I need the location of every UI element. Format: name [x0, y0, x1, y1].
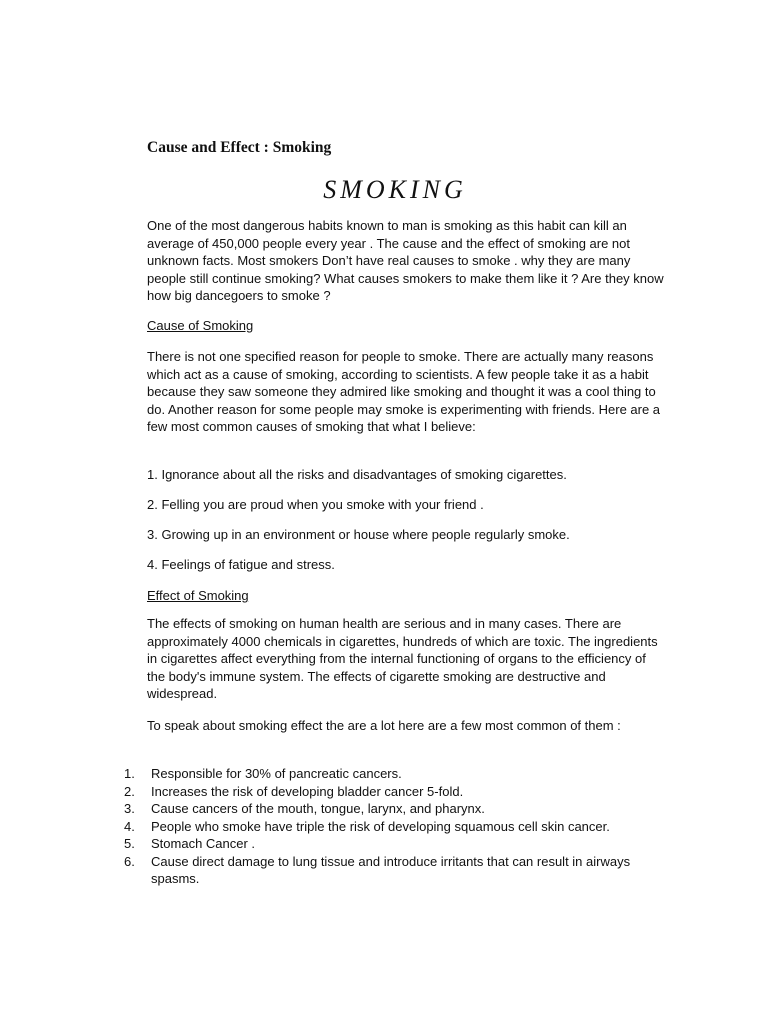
document-title: SMOKING	[323, 175, 467, 204]
effect-list-intro: To speak about smoking effect the are a lot here are a few most common of them :	[147, 718, 621, 733]
list-number: 5.	[124, 836, 135, 851]
cause-item: 2. Felling you are proud when you smoke with your friend .	[147, 497, 484, 512]
list-number: 4.	[124, 818, 135, 834]
list-number: 3.	[124, 801, 135, 816]
cause-item: 4. Feelings of fatigue and stress.	[147, 557, 335, 572]
list-text: Stomach Cancer .	[151, 836, 256, 851]
list-text: Responsible for 30% of pancreatic cancers.	[151, 766, 402, 781]
effect-section-heading: Effect of Smoking	[147, 588, 249, 603]
effect-list-item	[118, 800, 678, 818]
intro-paragraph: One of the most dangerous habits known to man is smoking as this habit can kill an average of 450,000 people every year . The cause and the effect of smoking are not unknown facts. Most smokers Don’t have real causes to smoke . why they are many people still continue smoking? What causes smokers to make them like it ? Are they know how big dancegoers to smoke ?	[147, 218, 664, 303]
list-text: Cause cancers of the mouth, tongue, larynx, and pharynx.	[151, 801, 485, 816]
effect-list-item	[118, 783, 678, 801]
effect-list-item	[118, 765, 678, 783]
effect-list	[118, 765, 678, 888]
document-heading: Cause and Effect : Smoking	[147, 139, 332, 156]
cause-paragraph: There is not one specified reason for people to smoke. There are actually many reasons which act as a cause of smoking, according to scientists. A few people take it as a habit because they saw someone they admired like smoking and thought it was a cool thing to do. Another reason for some people may smoke is experimenting with friends. Here are a few most common causes of smoking that what I believe:	[147, 349, 661, 434]
list-number: 1.	[124, 766, 135, 781]
list-number: 2.	[124, 783, 135, 799]
effect-list-item	[118, 853, 678, 888]
effect-list-item	[118, 835, 678, 853]
list-text: People who smoke have triple the risk of developing squamous cell skin cancer.	[151, 818, 610, 834]
effect-list-item	[118, 818, 678, 836]
list-text: Cause direct damage to lung tissue and introduce irritants that can result in airways spasms.	[151, 853, 631, 886]
cause-item: 3. Growing up in an environment or house where people regularly smoke.	[147, 527, 570, 542]
effect-paragraph: The effects of smoking on human health are serious and in many cases. There are approximately 4000 chemicals in cigarettes, hundreds of which are toxic. The ingredients in cigarettes affect everything from the internal functioning of organs to the efficiency of the body's immune system. The effects of cigarette smoking are destructive and widespread.	[147, 616, 658, 701]
cause-section-heading: Cause of Smoking	[147, 318, 254, 333]
list-number: 6.	[124, 853, 135, 869]
cause-item: 1. Ignorance about all the risks and disadvantages of smoking cigarettes.	[147, 467, 567, 482]
list-text: Increases the risk of developing bladder cancer 5-fold.	[151, 783, 464, 799]
